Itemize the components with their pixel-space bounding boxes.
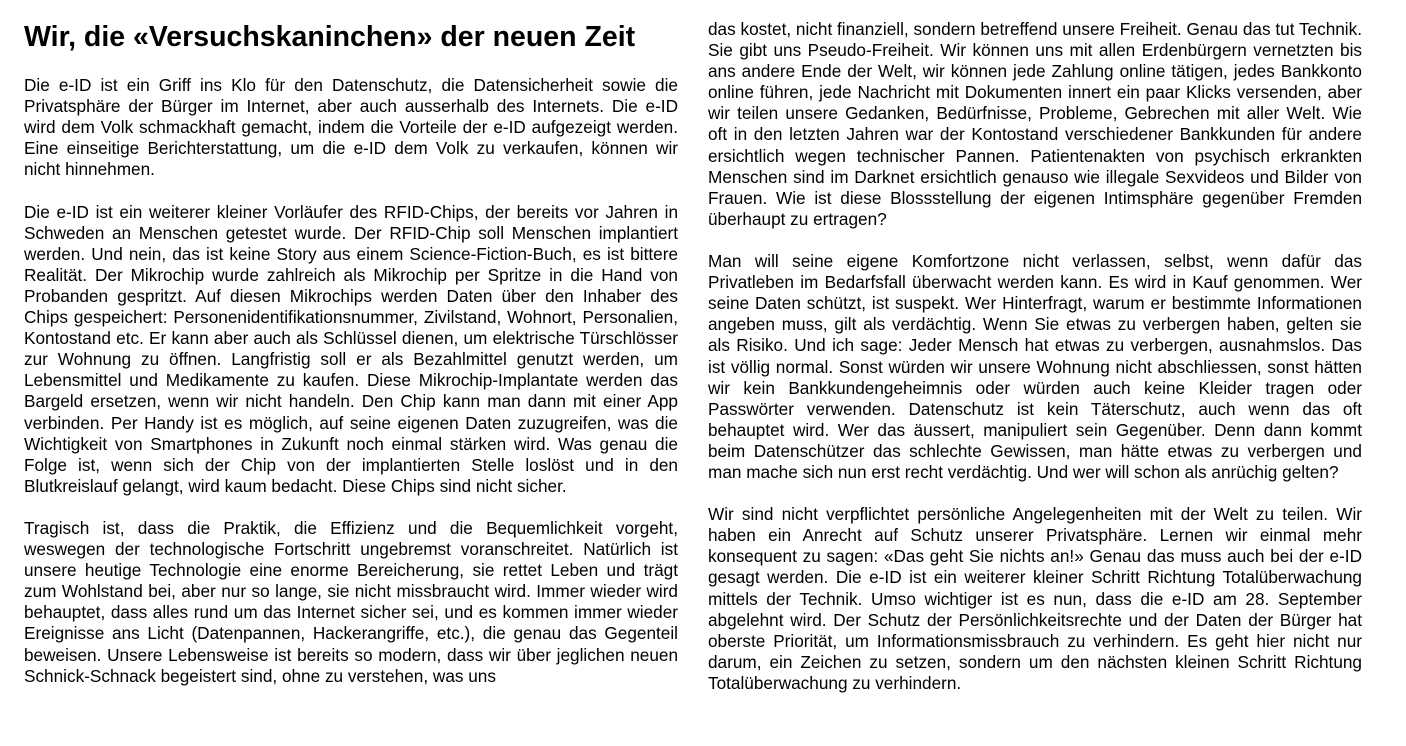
paragraph-technology: Tragisch ist, dass die Praktik, die Effizienz und die Bequemlichkeit vorgeht, weswegen der technologische Fortschritt ungebremst voranschreitet. Natürlich ist unsere heutige Technologie eine enorme Bereicherung, sie rettet Leben und trägt zum Wohlstand bei, aber nur so lange, sie nicht missbraucht wird. Immer wieder wird behauptet, dass alles rund um das Internet sicher sei, und es kommen immer wieder Ereignisse ans Licht (Datenpannen, Hackerangriffe, etc.), die genau das Gegenteil beweisen. Unsere Lebensweise ist bereits so modern, dass wir über jeglichen neuen Schnick-Schnack begeistert sind, ohne zu verstehen, was uns (24, 517, 678, 686)
paragraph-comfort-zone: Man will seine eigene Komfortzone nicht verlassen, selbst, wenn dafür das Privatleben im Bedarfsfall überwacht werden kann. Es wird in Kauf genommen. Wer seine Daten schützt, ist suspekt. Wer Hinterfragt, warum er bestimmte Informationen angeben muss, gilt als verdächtig. Wenn Sie etwas zu verbergen haben, gelten sie als Risiko. Und ich sage: Jeder Mensch hat etwas zu verbergen, ausnahmslos. Das ist völlig normal. Sonst würden wir unsere Wohnung nicht abschliessen, sonst hätten wir kein Bankkundengeheimnis oder würden auch keine Kleider tragen oder Passwörter verwenden. Datenschutz ist kein Täterschutz, auch wenn das oft behauptet wird. Wer das äussert, manipuliert sein Gegenüber. Denn dann kommt beim Datenschützer das schlechte Gewissen, man hätte etwas zu verbergen und man mache sich nun erst recht verdächtig. Und wer will schon als anrüchig gelten? (708, 251, 1362, 482)
paragraph-pseudo-freedom: das kostet, nicht finanziell, sondern betreffend unsere Freiheit. Genau das tut Technik. Sie gibt uns Pseudo-Freiheit. Wir können uns mit allen Erdenbürgern vernetzten bis ans andere Ende der Welt, wir können jede Zahlung online tätigen, jedes Bankkonto online führen, jede Nachricht mit Dokumenten innert ein paar Klicks versenden, aber wir teilen unsere Gedanken, Bedürfnisse, Probleme, Gebrechen mit aller Welt. Wie oft in den letzten Jahren war der Kontostand verschiedener Bankkunden für andere ersichtlich wegen technischer Pannen. Patientenakten von psychisch erkrankten Menschen sind im Darknet ersichtlich genauso wie illegale Sexvideos und Bilder von Frauen. Wie ist diese Blossstellung der eigenen Intimsphäre gegenüber Fremden überhaupt zu ertragen? (708, 19, 1362, 229)
paragraph-conclusion: Wir sind nicht verpflichtet persönliche Angelegenheiten mit der Welt zu teilen. Wir haben ein Anrecht auf Schutz unserer Privatsphäre. Lernen wir einmal mehr konsequent zu sagen: «Das geht Sie nichts an!» Genau das muss auch bei der e-ID gesagt werden. Die e-ID ist ein weiterer kleiner Schritt Richtung Totalüberwachung mittels der Technik. Umso wichtiger ist es nun, dass die e-ID am 28. September abgelehnt wird. Der Schutz der Persönlichkeitsrechte und der Daten der Bürger hat oberste Priorität, um Informationsmissbrauch zu verhindern. Es geht hier nicht nur darum, ein Zeichen zu setzen, sondern um den nächsten kleinen Schritt Richtung Totalüberwachung zu verhindern. (708, 504, 1362, 693)
left-column-clip (24, 0, 678, 708)
paragraph-rfid-chip: Die e-ID ist ein weiterer kleiner Vorläufer des RFID-Chips, der bereits vor Jahren in Schweden an Menschen getestet wurde. Der RFID-Chip soll Menschen implantiert werden. Und nein, das ist keine Story aus einem Science-Fiction-Buch, es ist bittere Realität. Der Mikrochip wurde zahlreich als Mikrochip per Spritze in die Hand von Probanden gespritzt. Auf diesen Mikrochips werden Daten über den Inhaber des Chips gespeichert: Personenidentifikationsnummer, Zivilstand, Wohnort, Personalien, Kontostand etc. Er kann aber auch als Schlüssel dienen, um elektrische Türschlösser zur Wohnung zu öffnen. Langfristig soll er als Bezahlmittel genutzt werden, um Lebensmittel und Medikamente zu kaufen. Diese Mikrochip-Implantate werden das Bargeld ersetzen, wenn wir nicht handeln. Den Chip kann man dann mit einer App verbinden. Per Handy ist es möglich, auf seine eigenen Daten zuzugreifen, was die Wichtigkeit von Smartphones in Zukunft noch einmal stärken wird. Was genau die Folge ist, wenn sich der Chip von der implantierten Stelle loslöst und in den Blutkreislauf gelangt, wird kaum bedacht. Diese Chips sind nicht sicher. (24, 201, 678, 496)
article-title: Wir, die «Versuchskaninchen» der neuen Zeit (24, 21, 636, 53)
left-column (24, 0, 678, 746)
right-column (708, 0, 1362, 746)
paragraph-intro: Die e-ID ist ein Griff ins Klo für den Datenschutz, die Datensicherheit sowie die Privatsphäre der Bürger im Internet, aber auch ausserhalb des Internets. Die e-ID wird dem Volk schmackhaft gemacht, indem die Vorteile der e-ID aufgezeigt werden. Eine einseitige Berichterstattung, um die e-ID dem Volk zu verkaufen, können wir nicht hinnehmen. (24, 75, 678, 180)
